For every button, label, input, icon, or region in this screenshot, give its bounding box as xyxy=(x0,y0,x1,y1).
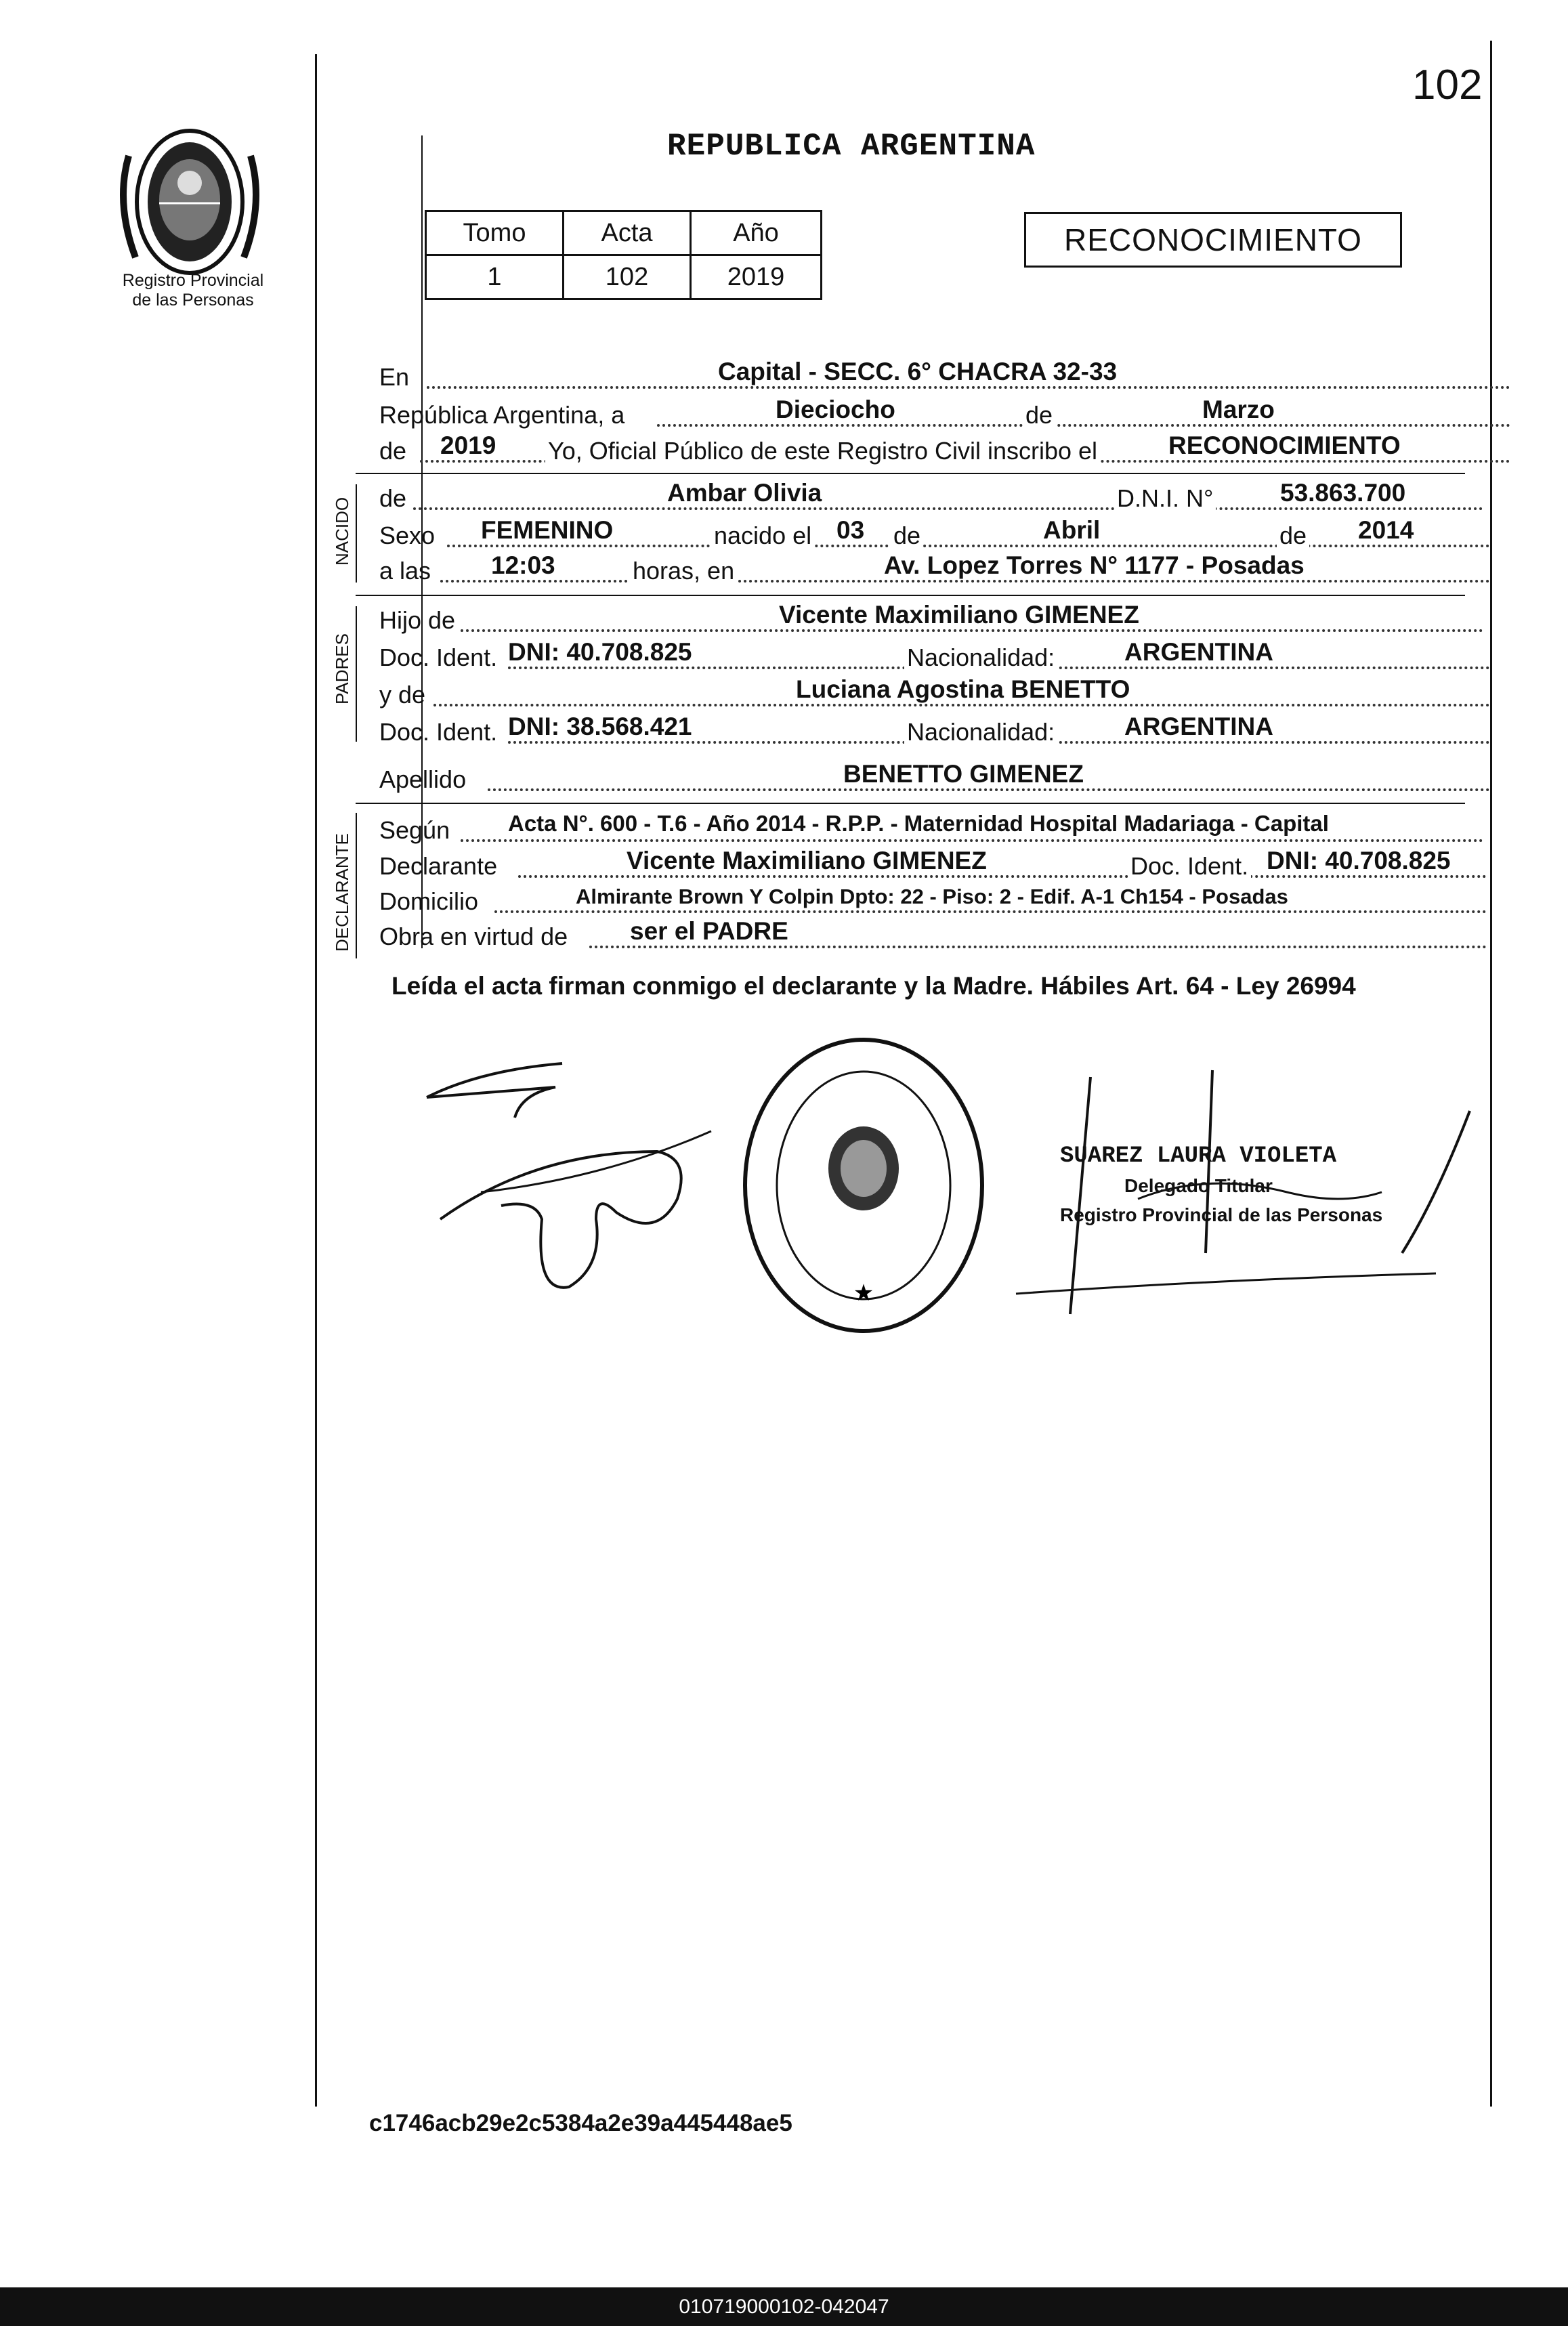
domicilio-label: Domicilio xyxy=(379,887,479,915)
en-label: En xyxy=(379,363,410,391)
sexo-label: Sexo xyxy=(379,522,436,549)
de-label: de xyxy=(1023,401,1055,429)
anio-value: 2019 xyxy=(691,255,822,299)
declarante-value: Vicente Maximiliano GIMENEZ xyxy=(627,847,987,874)
official-signature xyxy=(1002,1063,1490,1334)
apellido-value: BENETTO GIMENEZ xyxy=(843,760,1084,788)
act-type-box: RECONOCIMIENTO xyxy=(1024,212,1402,268)
row-obra xyxy=(379,917,1463,952)
official-office: Registro Provincial de las Personas xyxy=(1060,1204,1383,1225)
padre-doc-label: Doc. Ident. xyxy=(379,643,498,671)
segun-value: Acta N°. 600 - T.6 - Año 2014 - R.P.P. - Maternidad Hospital Madariaga - Capital xyxy=(508,811,1329,836)
nacido-dni: 53.863.700 xyxy=(1280,479,1406,507)
apellido-label: Apellido xyxy=(379,765,467,793)
hijo-de-label: Hijo de xyxy=(379,606,456,634)
svg-text:★: ★ xyxy=(853,1280,874,1306)
day-value: Dieciocho xyxy=(776,396,895,423)
row-y-de xyxy=(379,675,1463,711)
mes-value: Abril xyxy=(1043,516,1101,544)
row-declarante xyxy=(379,847,1463,882)
nacido-el-label: nacido el xyxy=(711,522,814,550)
row-segun xyxy=(379,811,1463,846)
segun-label: Según xyxy=(379,816,450,844)
madre-nac-label: Nacionalidad: xyxy=(904,718,1057,746)
obra-value: ser el PADRE xyxy=(630,917,788,945)
row-hijo-de xyxy=(379,601,1463,636)
page-number: 102 xyxy=(1412,62,1483,108)
madre-nac-value: ARGENTINA xyxy=(1124,713,1273,740)
legal-statement: Leída el acta firman conmigo el declarante y la Madre. Hábiles Art. 64 - Ley 26994 xyxy=(391,972,1356,1000)
acta-value: 102 xyxy=(564,255,691,299)
section-label-declarante: DECLARANTE xyxy=(332,833,352,952)
anio-header: Año xyxy=(691,211,822,255)
domicilio-value: Almirante Brown Y Colpin Dpto: 22 - Piso: 2 - Edif. A-1 Ch154 - Posadas xyxy=(576,885,1288,908)
dni-label: D.N.I. N° xyxy=(1114,484,1216,513)
hora-value: 12:03 xyxy=(491,551,555,579)
section-label-nacido: NACIDO xyxy=(332,496,352,566)
de3-label: de xyxy=(1277,522,1309,550)
row-nacido-hora xyxy=(379,551,1463,587)
nacido-de-label: de xyxy=(379,484,407,512)
section-label-padres: PADRES xyxy=(332,633,352,704)
registry-table xyxy=(425,210,822,300)
document-title: REPUBLICA ARGENTINA xyxy=(667,129,1036,164)
hora-label: a las xyxy=(379,557,431,585)
row-nacido-sexo xyxy=(379,516,1463,551)
org-line-2: de las Personas xyxy=(132,291,254,310)
lugar-value: Av. Lopez Torres N° 1177 - Posadas xyxy=(884,551,1305,579)
org-name xyxy=(102,271,284,310)
row-nacido-name xyxy=(379,479,1463,514)
act-value: RECONOCIMIENTO xyxy=(1168,431,1401,459)
official-stamp xyxy=(735,1033,992,1338)
row-anio xyxy=(379,431,1463,467)
horas-en-label: horas, en xyxy=(630,557,737,585)
registro-text: Yo, Oficial Público de este Registro Civil inscribo el xyxy=(545,437,1100,465)
tomo-value: 1 xyxy=(426,255,564,299)
declarante-label: Declarante xyxy=(379,852,498,880)
footer-barcode-id: 010719000102-042047 xyxy=(0,2287,1568,2326)
org-line-1: Registro Provincial xyxy=(122,271,264,290)
y-de-label: y de xyxy=(379,681,426,709)
row-padre-doc xyxy=(379,638,1463,673)
right-margin-rule xyxy=(1490,41,1492,2107)
madre-name: Luciana Agostina BENETTO xyxy=(796,675,1130,703)
madre-doc-value: DNI: 38.568.421 xyxy=(508,713,692,740)
tomo-header: Tomo xyxy=(426,211,564,255)
obra-label: Obra en virtud de xyxy=(379,923,568,950)
en-value: Capital - SECC. 6° CHACRA 32-33 xyxy=(718,358,1118,385)
padre-nac-label: Nacionalidad: xyxy=(904,643,1057,672)
row-republica xyxy=(379,396,1463,431)
republica-label: República Argentina, a xyxy=(379,401,625,429)
official-name: SUAREZ LAURA VIOLETA xyxy=(1060,1143,1337,1169)
de2-label: de xyxy=(891,522,923,550)
month-value: Marzo xyxy=(1202,396,1275,423)
official-title: Delegado Titular xyxy=(1124,1175,1273,1196)
nacido-name: Ambar Olivia xyxy=(667,479,822,507)
left-margin-rule xyxy=(315,54,317,2107)
padre-name: Vicente Maximiliano GIMENEZ xyxy=(779,601,1139,629)
row-domicilio xyxy=(379,887,1463,917)
row-madre-doc xyxy=(379,713,1463,748)
year-value: 2019 xyxy=(440,431,496,459)
provincial-seal-logo xyxy=(102,115,278,284)
row-apellido xyxy=(379,760,1463,795)
sexo-value: FEMENINO xyxy=(481,516,614,544)
acta-header: Acta xyxy=(564,211,691,255)
anio-de-label: de xyxy=(379,437,407,465)
declarante-doc-label: Doc. Ident. xyxy=(1128,852,1251,881)
row-en xyxy=(379,358,1463,393)
nacimiento-anio: 2014 xyxy=(1358,516,1414,544)
madre-doc-label: Doc. Ident. xyxy=(379,718,498,746)
declarant-signature xyxy=(400,1043,752,1301)
declarante-doc-value: DNI: 40.708.825 xyxy=(1267,847,1451,874)
dia-value: 03 xyxy=(836,516,865,544)
padre-doc-value: DNI: 40.708.825 xyxy=(508,638,692,666)
padre-nac-value: ARGENTINA xyxy=(1124,638,1273,666)
document-hash: c1746acb29e2c5384a2e39a445448ae5 xyxy=(369,2110,792,2136)
